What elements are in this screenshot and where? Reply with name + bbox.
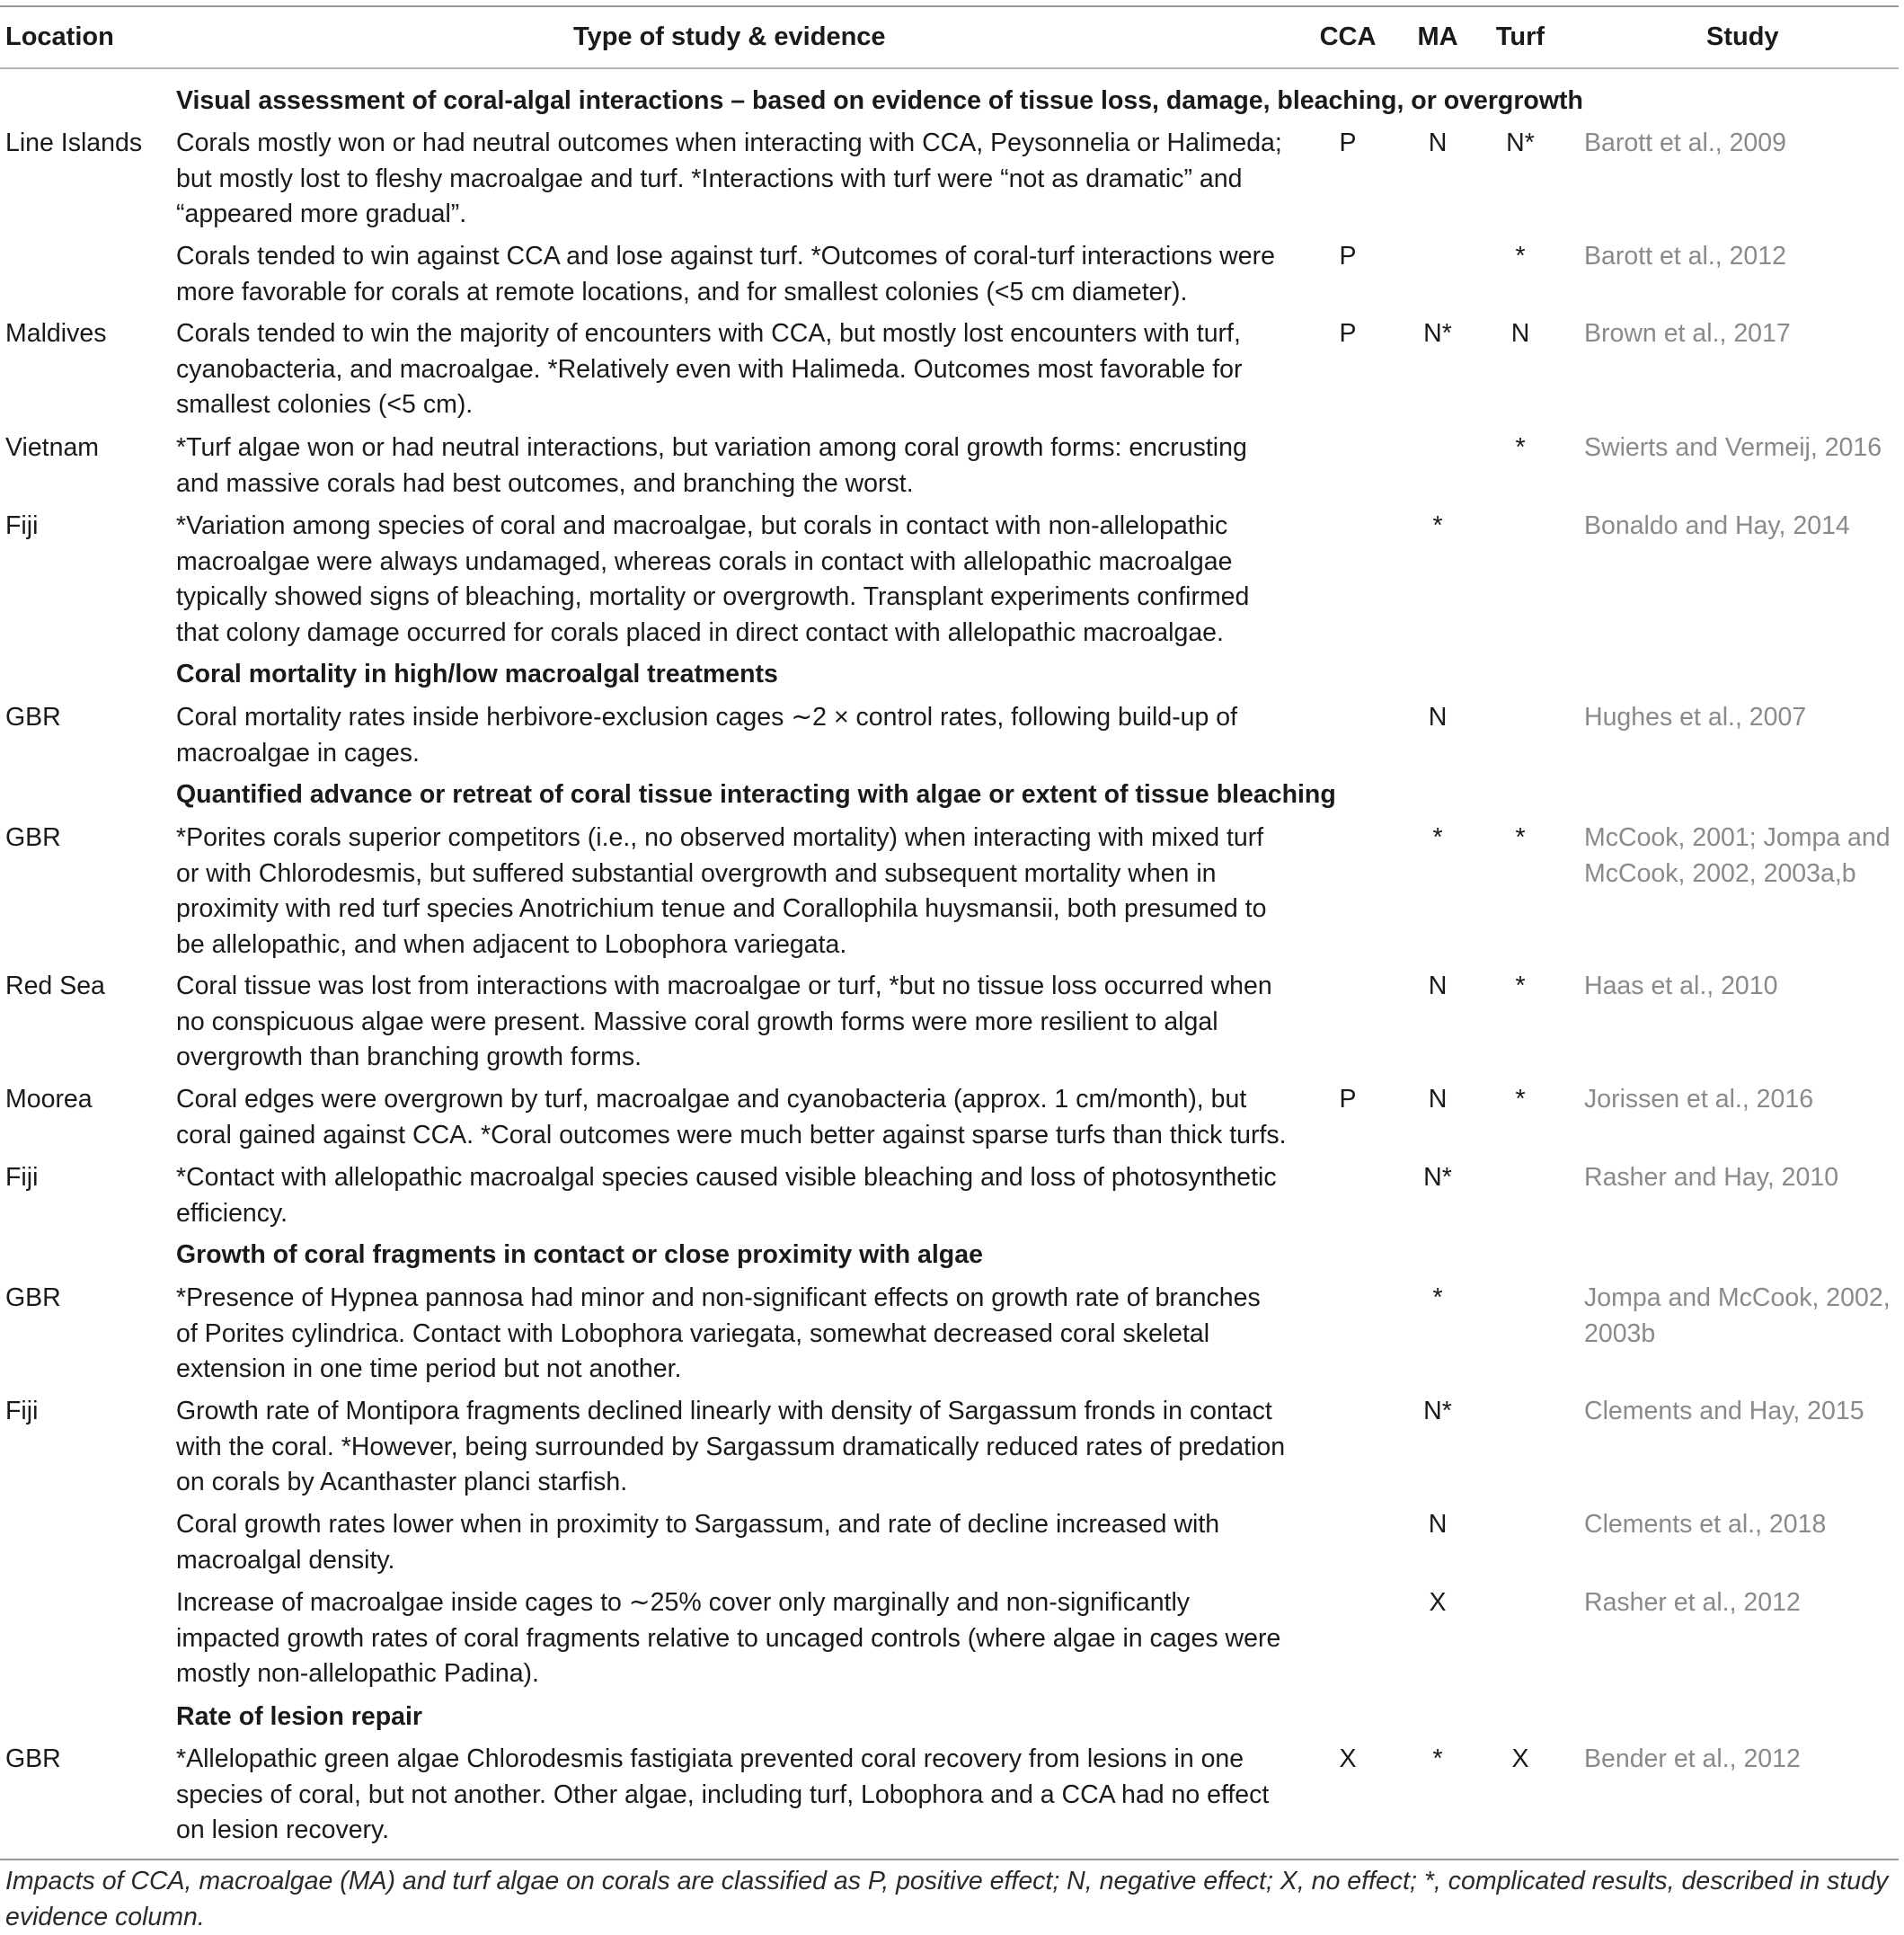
table-row-ma: * (1432, 511, 1443, 540)
table-row-study (1584, 430, 1882, 466)
evidence-line: typically showed signs of bleaching, mortality or overgrowth. Transplant experiments confirmed (176, 582, 1250, 612)
table-row-turf: N* (1506, 129, 1535, 157)
evidence-line: *Turf algae won or had neutral interactions, but variation among coral growth forms: encrusting (176, 433, 1247, 462)
evidence-line: proximity with red turf species Anotrichium tenue and Corallophila huysmansii, both presumed to (176, 894, 1267, 924)
evidence-line: but mostly lost to fleshy macroalgae and turf. *Interactions with turf were “not as dramatic” and (176, 164, 1243, 193)
top-rule (0, 5, 1899, 7)
table-footnote (5, 1864, 1900, 1935)
table-row-location: GBR (5, 1744, 61, 1773)
table-row-evidence (176, 700, 1237, 771)
table-row-evidence (176, 969, 1272, 1076)
table-row-location: Moorea (5, 1085, 93, 1114)
evidence-line: Corals mostly won or had neutral outcomes when interacting with CCA, Peysonnelia or Halimeda; (176, 129, 1282, 157)
header-cca: CCA (1319, 22, 1377, 51)
table-row-evidence (176, 1742, 1269, 1849)
table-row-evidence (176, 1160, 1277, 1231)
evidence-line: Coral growth rates lower when in proximity to Sargassum, and rate of decline increased with (176, 1510, 1220, 1539)
table-row-location: Line Islands (5, 129, 143, 157)
table-row-evidence (176, 509, 1249, 651)
table-row-evidence (176, 430, 1247, 502)
study-citation: Haas et al., 2010 (1584, 972, 1778, 1000)
study-citation: Clements and Hay, 2015 (1584, 1397, 1864, 1425)
section-heading: Visual assessment of coral-algal interactions – based on evidence of tissue loss, damage, bleaching, or overgrowth (176, 86, 1583, 115)
study-citation: Rasher et al., 2012 (1584, 1588, 1801, 1617)
evidence-line: *Presence of Hypnea pannosa had minor and non-significant effects on growth rate of branches (176, 1283, 1261, 1312)
table-row-study (1584, 1394, 1864, 1430)
evidence-line: overgrowth than branching growth forms. (176, 1043, 642, 1072)
header-study: Study (1706, 22, 1779, 51)
header-turf: Turf (1495, 22, 1545, 51)
table-row-study (1584, 1082, 1813, 1118)
table-row-location: Fiji (5, 1163, 39, 1192)
table-row-turf: * (1515, 433, 1526, 462)
footnote-line: evidence column. (5, 1902, 205, 1931)
table-row-location: GBR (5, 703, 61, 732)
evidence-line: cyanobacteria, and macroalgae. *Relatively even with Halimeda. Outcomes most favorable for (176, 354, 1243, 384)
study-citation: Brown et al., 2017 (1584, 319, 1791, 348)
table-row-evidence (176, 821, 1266, 963)
table-row-evidence (176, 239, 1275, 310)
evidence-line: and massive corals had best outcomes, and branching the worst. (176, 468, 914, 498)
table-row-study (1584, 1742, 1801, 1778)
table-row-turf: * (1515, 823, 1526, 852)
table-row-evidence (176, 1585, 1280, 1692)
study-citation: Jompa and McCook, 2002, (1584, 1283, 1891, 1312)
evidence-line: macroalgal density. (176, 1545, 395, 1575)
evidence-line: mostly non-allelopathic Padina). (176, 1659, 539, 1689)
table-row-ma: * (1432, 823, 1443, 852)
table-row-study (1584, 509, 1850, 545)
table-row-ma: N (1428, 1085, 1448, 1114)
table-row-study (1584, 821, 1891, 892)
study-citation: McCook, 2002, 2003a,b (1584, 858, 1856, 888)
evidence-line: *Contact with allelopathic macroalgal species caused visible bleaching and loss of photosynthetic (176, 1163, 1277, 1192)
table-row-evidence (176, 1082, 1287, 1153)
evidence-line: smallest colonies (<5 cm). (176, 390, 474, 420)
evidence-line: Growth rate of Montipora fragments declined linearly with density of Sargassum fronds in contact (176, 1397, 1272, 1425)
table-row-location: Vietnam (5, 433, 100, 462)
table-row-ma: N (1428, 129, 1448, 157)
table-row-study (1584, 1281, 1891, 1352)
evidence-line: Coral tissue was lost from interactions with macroalgae or turf, *but no tissue loss occurred when (176, 972, 1272, 1000)
table-row-ma: X (1429, 1588, 1447, 1617)
evidence-line: Coral edges were overgrown by turf, macroalgae and cyanobacteria (approx. 1 cm/month), but (176, 1085, 1247, 1114)
table-row-ma: N (1428, 1510, 1448, 1539)
table-row-location: GBR (5, 823, 61, 852)
evidence-line: coral gained against CCA. *Coral outcomes were much better against sparse turfs than thick turfs. (176, 1120, 1287, 1149)
table-row-location: GBR (5, 1283, 61, 1312)
section-heading: Coral mortality in high/low macroalgal treatments (176, 660, 778, 688)
table-row-location: Fiji (5, 1397, 39, 1425)
section-heading: Rate of lesion repair (176, 1702, 422, 1731)
table-row-ma: N (1428, 972, 1448, 1000)
table-row-ma: N (1428, 703, 1448, 732)
table-row-evidence (176, 316, 1243, 423)
table-row-study (1584, 1585, 1801, 1621)
table-row-cca: P (1339, 319, 1357, 348)
table-row-study (1584, 316, 1791, 352)
table-row-cca: P (1339, 1085, 1357, 1114)
table-row-ma: N* (1423, 1397, 1452, 1425)
study-citation: McCook, 2001; Jompa and (1584, 823, 1891, 852)
table-row-ma: * (1432, 1283, 1443, 1312)
table-row-turf: * (1515, 242, 1526, 271)
table-row-study (1584, 1507, 1826, 1543)
table-row-ma: N* (1423, 1163, 1452, 1192)
table-row-cca: X (1339, 1744, 1357, 1773)
table-row-location: Red Sea (5, 972, 105, 1000)
table-row-ma: * (1432, 1744, 1443, 1773)
table-row-turf: * (1515, 972, 1526, 1000)
table-row-evidence (176, 1281, 1261, 1388)
evidence-line: *Porites corals superior competitors (i.e., no observed mortality) when interacting with mixed turf (176, 823, 1264, 852)
study-citation: Barott et al., 2012 (1584, 242, 1786, 271)
study-citation: Rasher and Hay, 2010 (1584, 1163, 1839, 1192)
evidence-line: more favorable for corals at remote locations, and for smallest colonies (<5 cm diameter). (176, 277, 1188, 306)
table-row-ma: N* (1423, 319, 1452, 348)
evidence-line: *Variation among species of coral and macroalgae, but corals in contact with non-allelopathic (176, 511, 1228, 540)
evidence-line: be allelopathic, and when adjacent to Lobophora variegata. (176, 929, 847, 959)
evidence-line: of Porites cylindrica. Contact with Lobophora variegata, somewhat decreased coral skeletal (176, 1318, 1210, 1348)
footnote-line: Impacts of CCA, macroalgae (MA) and turf algae on corals are classified as P, positive effect; N, negative effect; X, no effect; *, complicated results, described in study (5, 1867, 1889, 1895)
evidence-line: with the coral. *However, being surrounded by Sargassum dramatically reduced rates of predation (176, 1432, 1286, 1461)
table-row-turf: X (1511, 1744, 1529, 1773)
header-evidence: Type of study & evidence (573, 22, 886, 51)
study-citation: Swierts and Vermeij, 2016 (1584, 433, 1882, 462)
study-citation: Hughes et al., 2007 (1584, 703, 1807, 732)
table-row-study (1584, 126, 1786, 162)
table-row-study (1584, 239, 1786, 275)
study-citation: Bender et al., 2012 (1584, 1744, 1801, 1773)
evidence-line: impacted growth rates of coral fragments relative to uncaged controls (where algae in cages were (176, 1623, 1281, 1653)
table-row-location: Fiji (5, 511, 39, 540)
evidence-line: or with Chlorodesmis, but suffered substantial overgrowth and subsequent mortality when in (176, 858, 1217, 888)
evidence-line: extension in one time period but not another. (176, 1354, 682, 1384)
evidence-line: Increase of macroalgae inside cages to ∼25% cover only marginally and non-significantly (176, 1588, 1191, 1617)
table-row-cca: P (1339, 242, 1357, 271)
evidence-line: on corals by Acanthaster planci starfish. (176, 1468, 628, 1497)
study-citation: Bonaldo and Hay, 2014 (1584, 511, 1850, 540)
evidence-line: macroalgae were always undamaged, whereas corals in contact with allelopathic macroalgae (176, 546, 1233, 576)
evidence-line: that colony damage occurred for corals placed in direct contact with allelopathic macroalgae. (176, 617, 1224, 647)
evidence-line: Corals tended to win against CCA and lose against turf. *Outcomes of coral-turf interactions were (176, 242, 1275, 271)
bottom-rule (0, 1859, 1899, 1860)
evidence-line: on lesion recovery. (176, 1815, 390, 1845)
study-citation: Clements et al., 2018 (1584, 1510, 1827, 1539)
table-row-turf: * (1515, 1085, 1526, 1114)
section-heading: Quantified advance or retreat of coral tissue interacting with algae or extent of tissue bleaching (176, 780, 1336, 809)
table-row-evidence (176, 126, 1282, 233)
evidence-line: no conspicuous algae were present. Massive coral growth forms were more resilient to algal (176, 1007, 1218, 1036)
table-row-turf: N (1510, 319, 1530, 348)
evidence-line: *Allelopathic green algae Chlorodesmis fastigiata prevented coral recovery from lesions in one (176, 1744, 1244, 1773)
evidence-line: Coral mortality rates inside herbivore-exclusion cages ∼2 × control rates, following build-up of (176, 703, 1238, 732)
evidence-line: “appeared more gradual”. (176, 200, 467, 229)
study-citation: Jorissen et al., 2016 (1584, 1085, 1814, 1114)
table-row-evidence (176, 1394, 1285, 1501)
section-heading: Growth of coral fragments in contact or close proximity with algae (176, 1240, 983, 1269)
evidence-line: macroalgae in cages. (176, 738, 420, 768)
header-location: Location (5, 22, 114, 51)
table-row-location: Maldives (5, 319, 107, 348)
table-row-study (1584, 700, 1806, 736)
table-row-cca: P (1339, 129, 1357, 157)
header-rule (0, 67, 1899, 69)
evidence-line: Corals tended to win the majority of encounters with CCA, but mostly lost encounters with turf, (176, 319, 1241, 348)
study-citation: 2003b (1584, 1318, 1656, 1348)
evidence-line: species of coral, but not another. Other algae, including turf, Lobophora and a CCA had no effect (176, 1780, 1270, 1809)
table-row-evidence (176, 1507, 1219, 1578)
header-ma: MA (1417, 22, 1458, 51)
table-row-study (1584, 969, 1777, 1005)
evidence-line: efficiency. (176, 1198, 288, 1228)
table-row-study (1584, 1160, 1838, 1196)
study-citation: Barott et al., 2009 (1584, 129, 1786, 157)
